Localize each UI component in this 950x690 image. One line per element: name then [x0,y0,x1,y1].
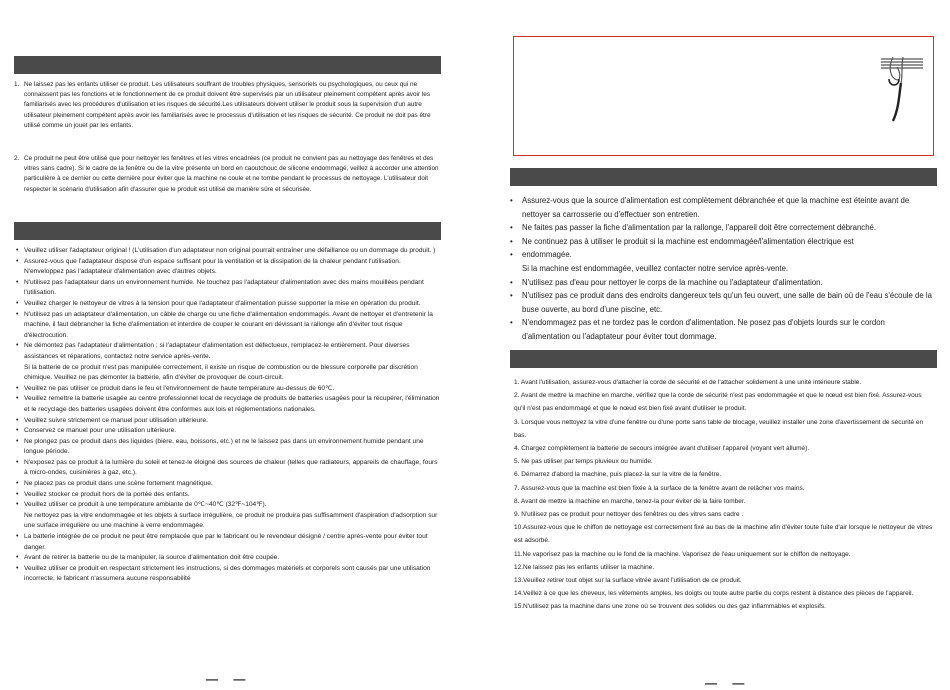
list-item-text: Ne laissez pas les enfants utiliser ce produit. Les utilisateurs souffrant de troubles physiques, sensoriels ou psychologiques, ou ceux qui ne connaissent pas les fonctions et le fonctionnement de ce produit doivent être supervisés par un utilisateur pleinement compétent après avoir les familiarisés avec les procédures d'utilisation et les risques de sécurité.Les utilisateurs doivent utiliser le produit sous la supervision d'un autre utilisateur pleinement compétent après avoir les familiarisés avec le processus d'utilisation et les risques de sécurité. Ce produit ne doit pas être utilisé comme un jouet par les enfants. [24,81,431,129]
usage-safety-list [514,376,934,614]
list-item: 1. Avant l'utilisation, assurez-vous d'attacher la corde de sécurité et de l'attacher solidement à une unité intérieure stable. [514,379,862,386]
list-item: • N'endommagez pas et ne tordez pas le cordon d'alimentation. Ne posez pas d'objets lourds sur le cordon d'alimentation ou l'adaptateur pour éviter tout dommage. [510,316,934,343]
section-header-bar-electrical [14,222,441,240]
list-item: 5. Ne pas utiliser par temps pluvieux ou humide. [514,458,653,466]
list-item: • Veuillez charger le nettoyeur de vitres à la tension pour que l'adaptateur d'alimentation puisse supporter la mise en opération du produit. [16,299,440,310]
list-item: • Ne faites pas passer la fiche d'alimentation par la rallonge, l'appareil doit être correctement débranché. [510,221,934,235]
page-number-mark: — — [705,676,751,690]
warning-box [513,36,934,156]
list-item: 3. Lorsque vous nettoyez la vitre d'une fenêtre ou d'une porte sans table de blocage, veuillez installer une zone d'avertissement de sécurité en bas. [514,418,924,439]
maintenance-safety-list [510,194,934,344]
list-item: • N'utilisez pas ce produit dans des endroits dangereux tels qu'un feu ouvert, une salle de bain où de l'eau s'écoule de la buse ouverte, au bord d'une piscine, etc. [510,289,934,316]
list-item: • Veuillez suivre strictement ce manuel pour utilisation ultérieure. [16,416,440,427]
list-item: • Conservez ce manuel pour une utilisation ultérieure. [16,426,440,437]
electrical-safety-list [16,246,440,585]
safety-rope-icon [879,53,927,125]
list-item: 12.Ne laissez pas les enfants utiliser la machine. [514,563,655,571]
list-item: • Assurez-vous que la source d'alimentation est complètement débranchée et que la machine est éteinte avant de nettoyer sa carrosserie ou d'effectuer son entretien. [510,194,934,221]
list-item: 14.Veillez à ce que les cheveux, les vêtements amples, les doigts ou toute autre partie du corps restent à distance des pièces de l'appareil. [514,590,914,598]
general-safety-list [14,80,440,195]
list-item: • N'utilisez pas d'eau pour nettoyer le corps de la machine ou l'adaptateur d'alimentation. [510,276,934,290]
list-item: • N'utilisez pas un adaptateur d'alimentation, un câble de charge ou une fiche d'alimentation endommagés. Avant de nettoyer et d'entretenir la machine, il faut débrancher la fiche d'alimentation et interdire de couper le courant en dévissant la rallonge afin d'éviter tout risque d'électrocution. [16,310,440,342]
list-item: • Ne démontez pas l'adaptateur d'alimentation ; si l'adaptateur d'alimentation est défectueux, remplacez-le entièrement. Pour diverses assistances et réparations, contactez notre service après-vente. Si la batterie de ce produit n'est pas manipulée correctement, il existe un risque de combustion ou de blessure corporelle par discrétion chimique. Veuillez ne pas démonter la batterie, afin d'éviter de provoquer de court-circuit. [16,341,440,383]
list-item: 4. Chargez complètement la batterie de secours intégrée avant d'utiliser l'appareil (voyant vert allumé). [514,445,810,453]
list-item: • N'utilisez pas l'adaptateur dans un environnement humide. Ne touchez pas l'adaptateur d'alimentation avec des mains mouillées pendant l'utilisation. [16,278,440,299]
list-item: • endommagée. Si la machine est endommagée, veuillez contacter notre service après-vente. [510,248,934,275]
list-item: 15.N'utilisez pas la machine dans une zone où se trouvent des solides ou des gaz inflammables et explosifs. [514,603,826,611]
list-item: • Veuillez remettre la batterie usagée au centre professionnel local de recyclage de produits de batteries usagées pour la récupérer, l'élimination et le recyclage des batteries usagées doivent être conformes aux lois et réglementations nationales. [16,394,440,415]
list-item: • Veuillez utiliser ce produit en respectant strictement les instructions, si des dommages matériels et corporels sont causés par une utilisation incorrecte, le fabricant n'assumera aucune responsabilité [16,564,440,585]
list-item: 1. Ne laissez pas les enfants utiliser ce produit. Les utilisateurs souffrant de troubles physiques, sensoriels ou psychologiques, ou ceux qui ne connaissent pas les fonctions et le fonctionnement de ce produit doivent être supervisés par un utilisateur pleinement compétent après avoir les familiarisés avec les procédures d'utilisation et les risques de sécurité.Les utilisateurs doivent utiliser le produit sous la supervision d'un autre utilisateur pleinement compétent après avoir les familiarisés avec le processus d'utilisation et les risques de sécurité. Ce produit ne doit pas être utilisé comme un jouet par les enfants. [14,81,431,129]
list-item: • Veuillez ne pas utiliser ce produit dans le feu et l'environnement de haute température au-dessus de 60℃. [16,384,440,395]
section-header-bar-usage [510,350,937,368]
list-item: 2. Avant de mettre la machine en marche, vérifiez que la corde de sécurité n'est pas endommagée et que le nœud est bien fixé. Assurez-vous qu'il n'est pas endommagé et que le nœud est bien fixé avant d'utiliser le produit. [514,392,922,413]
section-header-bar-maintenance [510,168,937,186]
list-item: 13.Veuillez retirer tout objet sur la surface vitrée avant l'utilisation de ce produit. [514,577,742,585]
list-item: • La batterie intégrée de ce produit ne peut être remplacée que par le fabricant ou le revendeur désigné / centre après-vente pour éviter tout danger. [16,532,440,553]
list-item: • Ne continuez pas à utiliser le produit si la machine est endommagée/l'alimentation électrique est [510,235,934,249]
list-item: 2. Ce produit ne peut être utilisé que pour nettoyer les fenêtres et les vitres encadrées (ce produit ne convient pas au nettoyage des fenêtres et des vitres sans cadre). Si le cadre de la fenêtre ou de la vitre présente un bord en caoutchouc de silicone endommagé, veillez à accorder une attention particulière à ce dernier ou cette dernière pour éviter que la machine ne coule et ne tombe pendant le processus de nettoyage. L'utilisateur doit respecter le scénario d'utilisation afin d'assurer que le produit est utilisé de manière sûre et sécurisée. [14,155,439,193]
page-number-mark: — — [206,672,252,686]
list-item: • N'exposez pas ce produit à la lumière du soleil et tenez-le éloigné des sources de chaleur (telles que radiateurs, appareils de chauffage, fours à micro-ondes, cuisinières à gaz, etc.). [16,458,440,479]
list-item: 10.Assurez-vous que le chiffon de nettoyage est correctement fixé au bas de la machine afin d'éviter toute fuite d'air lorsque le nettoyeur de vitres est adsorbé. [514,524,933,545]
list-item: • Ne plongez pas ce produit dans des liquides (bière, eau, boissons, etc.) et ne le laissez pas dans un environnement humide pendant une longue période. [16,437,440,458]
list-item: • Ne placez pas ce produit dans une scène fortement magnétique. [16,479,440,490]
list-item: • Veuillez utiliser l'adaptateur original ! (L'utilisation d'un adaptateur non original pourrait entraîner une défaillance ou un dommage du produit. ) [16,246,440,257]
list-item: 8. Avant de mettre la machine en marche, tenez-la pour éviter de la faire tomber. [514,497,746,505]
list-item: • Assurez-vous que l'adaptateur dispose d'un espace suffisant pour la ventilation et la dissipation de la chaleur pendant l'utilisation. N'enveloppez pas l'adaptateur d'alimentation avec d'autres objets. [16,257,440,278]
list-item: • Veuillez utiliser ce produit à une température ambiante de 0℃~40℃ (32℉~104℉). Ne nettoyez pas la vitre endommagée et les objets à surface irrégulière, ce produit ne produira pas suffisamment d'aspiration d'adsorption sur une surface irrégulière ou une machine à verre endommagée. [16,500,440,532]
list-item: • Avant de retirer la batterie ou de la manipuler, la source d'alimentation doit être coupée. [16,553,440,564]
list-item: 7. Assurez-vous que la machine est bien fixée à la surface de la fenêtre avant de relâcher vos mains. [514,484,805,492]
list-item: 6. Démarrez d'abord la machine, puis placez-la sur la vitre de la fenêtre. [514,471,722,479]
section-header-bar-general [14,56,441,74]
list-item-text: Ce produit ne peut être utilisé que pour nettoyer les fenêtres et les vitres encadrées (ce produit ne convient pas au nettoyage des fenêtres et des vitres sans cadre). Si le cadre de la fenêtre ou de la vitre présente un bord en caoutchouc de silicone endommagé, veillez à accorder une attention particulière à ce dernier ou cette dernière pour éviter que la machine ne coule et ne tombe pendant le processus de nettoyage. L'utilisateur doit respecter le scénario d'utilisation afin d'assurer que le produit est utilisé de manière sûre et sécurisée. [24,155,439,193]
list-item: • Veuillez stocker ce produit hors de la portée des enfants. [16,490,440,501]
list-item: 11.Ne vaporisez pas la machine ou le fond de la machine. Vaporisez de l'eau uniquement sur le chiffon de nettoyage. [514,550,851,558]
list-item: 9. N'utilisez pas ce produit pour nettoyer des fenêtres ou des vitres sans cadre . [514,511,744,519]
